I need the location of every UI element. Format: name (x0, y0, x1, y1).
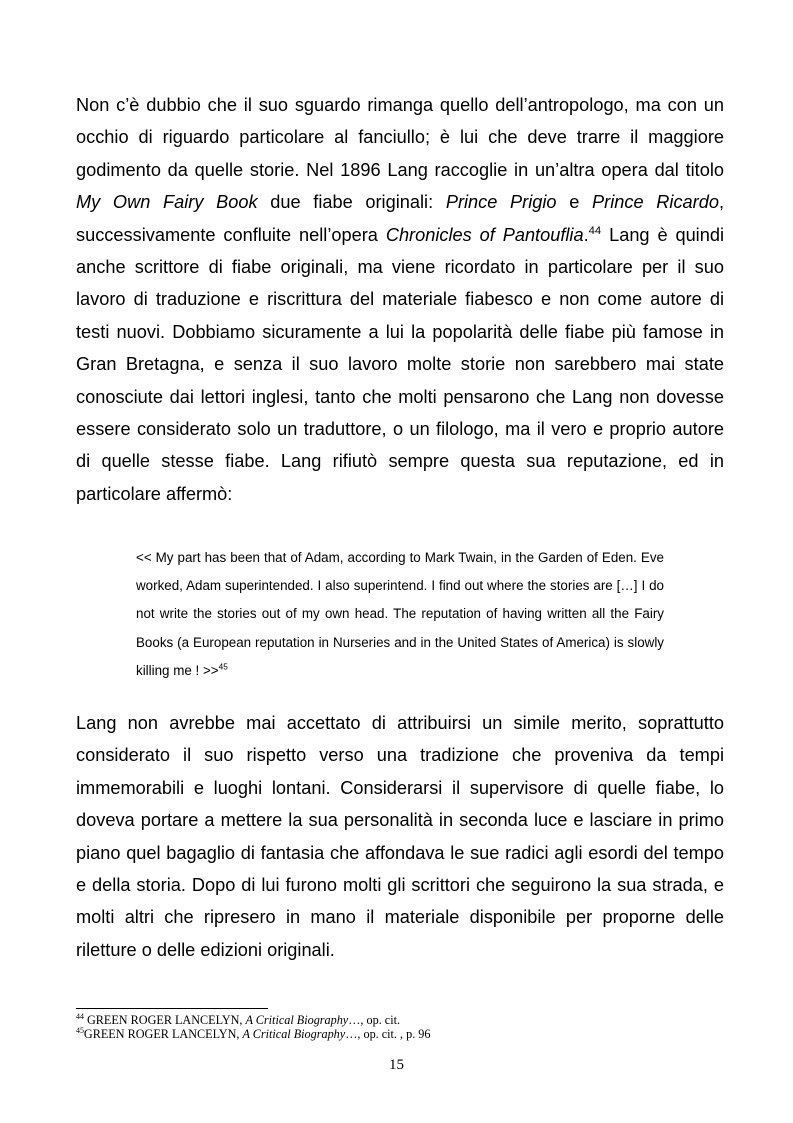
text-span: due fiabe originali: (257, 192, 446, 213)
book-title-chronicles-of-pantouflia: Chronicles of Pantouflia (385, 224, 584, 245)
text-span: Lang è quindi anche scrittore di fiabe originali, ma viene ricordato in particolare per il suo lavoro di traduzione e riscrittura del materiale fiabesco e non come autore di testi nuovi. Dobbiamo sicuramente a lui la popolarità delle fiabe più famose in Gran Bretagna, e senza il suo lavoro molte storie non sarebbero mai state conosciute dai lettori inglesi, tanto che molti pensarono che Lang non dovesse essere considerato solo un traduttore, o un filologo, ma il vero e proprio autore di quelle stesse fiabe. Lang rifiutò sempre questa sua reputazione, ed in particolare affermò: (76, 224, 724, 504)
body-paragraph-2: Lang non avrebbe mai accettato di attribuirsi un simile merito, soprattutto considerato il suo rispetto verso una tradizione che proveniva da tempi immemorabili e luoghi lontani. Considerarsi il supervisore di quelle fiabe, lo doveva portare a mettere la sua personalità in seconda luce e lasciare in primo piano quel bagaglio di fantasia che affondava le sue radici agli esordi del tempo e della storia. Dopo di lui furono molti gli scrittori che seguirono la sua strada, e molti altri che ripresero in mano il materiale disponibile per proporne delle riletture o delle edizioni originali. (76, 713, 724, 960)
text-span: Non c’è dubbio che il suo sguardo rimanga quello dell’antropologo, ma con un occhio di riguardo particolare al fanciullo; è lui che deve trarre il maggiore godimento da quelle storie. Nel 1896 Lang raccoglie in un’altra opera dal titolo (76, 95, 724, 180)
footnote-separator (76, 1008, 268, 1009)
footnote-citation: …, op. cit. , p. 96 (345, 1027, 431, 1041)
book-title-prince-ricardo: Prince Ricardo (592, 192, 719, 213)
quote-text: << My part has been that of Adam, according to Mark Twain, in the Garden of Eden. Eve worked, Adam superintended. I also superintend. I find out where the stories are […] I do not write the stories out of my own head. The reputation of having written all the Fairy Books (a European reputation in Nurseries and in the United States of America) is slowly killing me ! >> (136, 550, 664, 678)
block-quote (136, 544, 664, 685)
footnotes (76, 1013, 724, 1041)
footnote-ref-45: 45 (218, 661, 228, 672)
page-number: 15 (389, 1057, 404, 1073)
text-span: . (583, 224, 589, 245)
text-span: e (556, 192, 593, 213)
book-title-prince-prigio: Prince Prigio (445, 192, 557, 213)
text-span: , successivamente confluite nell’opera (76, 192, 724, 245)
body-paragraph-1 (76, 89, 724, 510)
footnote-author: GREEN ROGER LANCELYN, (83, 1027, 243, 1041)
footnote-44 (76, 1013, 724, 1027)
footnote-title: A Critical Biography (242, 1027, 346, 1041)
footnote-title: A Critical Biography (245, 1013, 349, 1027)
footnote-number: 44 (76, 1011, 84, 1021)
footnote-citation: …, op. cit. (348, 1013, 401, 1027)
book-title-my-own-fairy-book: My Own Fairy Book (76, 192, 258, 213)
footnote-ref-44: 44 (588, 224, 602, 237)
footnote-45 (76, 1027, 724, 1041)
footnote-number: 45 (76, 1025, 84, 1035)
footnote-author: GREEN ROGER LANCELYN, (83, 1013, 246, 1027)
